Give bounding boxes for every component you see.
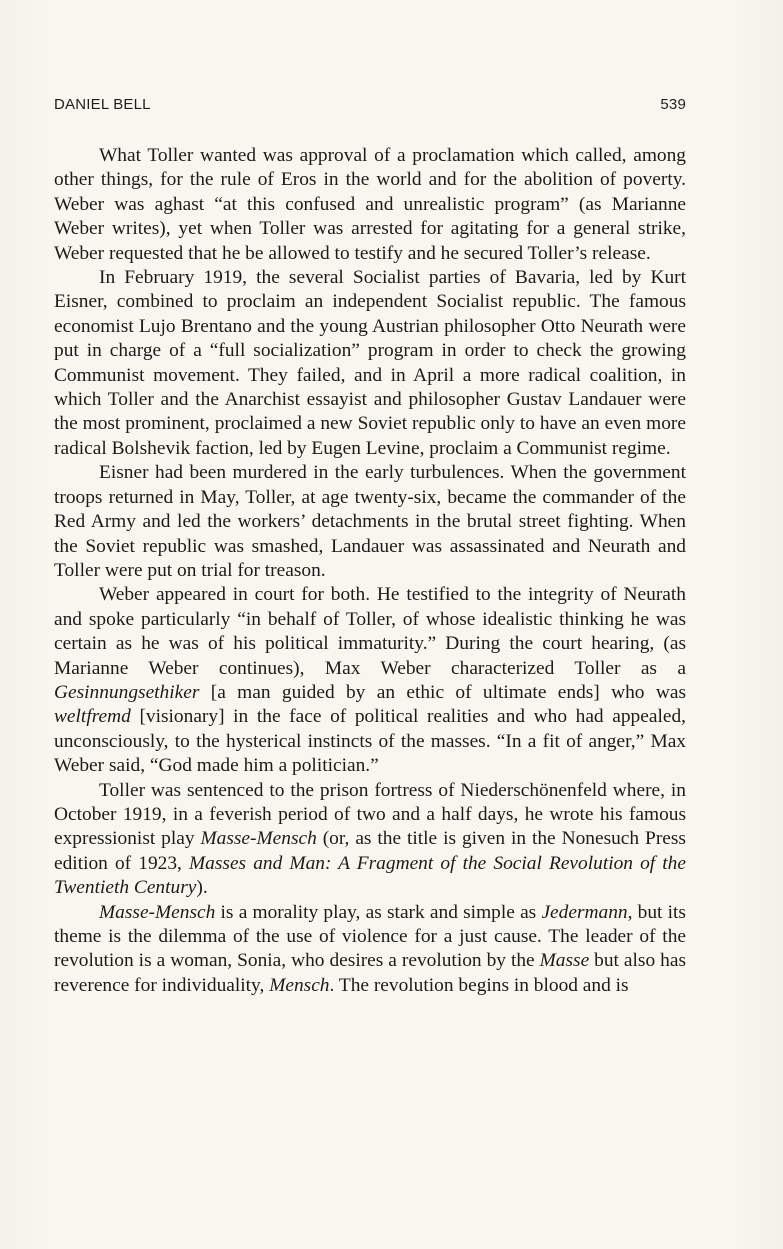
text-run: [visionary] in the face of political realities and who had appealed, unconsciously, to the hysterical instincts of the masses. “In a fit of anger,” Max Weber said, “God made him a politician.” (54, 706, 686, 777)
italic-text: Jedermann (541, 901, 628, 923)
text-run: Toller was sentenced to the prison fortress of Niederschönenfeld where, in October 1919, in a feverish period of two and a half days, he wrote his famous expressionist play (54, 779, 686, 850)
paragraph-4 (54, 583, 686, 778)
paragraph-1 (54, 144, 686, 266)
text-run: Eisner had been murdered in the early turbulences. When the government troops returned in May, Toller, at age twenty-six, became the commander of the Red Army and led the workers’ detachments in the brutal street fighting. When the Soviet republic was smashed, Landauer was assassinated and Neurath and Toller were put on trial for treason. (54, 462, 686, 581)
text-run: What Toller wanted was approval of a proclamation which called, among other things, for the rule of Eros in the world and for the abolition of poverty. Weber was aghast “at this confused and unrealistic program” (as Marianne Weber writes), yet when Toller was arrested for agitating for a general strike, Weber requested that he be allowed to testify and he secured Toller’s release. (54, 145, 686, 264)
page-number: 539 (660, 96, 686, 113)
italic-text: Mensch (269, 974, 330, 996)
text-run: ). (196, 877, 208, 899)
text-run: Weber appeared in court for both. He testified to the integrity of Neurath and spoke particularly “in behalf of Toller, of whose idealistic thinking he was certain as he was of his political immaturity.” During the court hearing, (as Marianne Weber continues), Max Weber characterized Toller as a (54, 584, 686, 679)
italic-text: Masse-Mensch (200, 828, 317, 850)
running-head (54, 96, 686, 118)
italic-text: Masse-Mensch (99, 901, 216, 923)
text-run: . The revolution begins in blood and is (329, 974, 629, 996)
paragraph-6 (54, 901, 686, 999)
paragraph-3 (54, 461, 686, 583)
text-run: [a man guided by an ethic of ultimate ends] who was (199, 681, 686, 703)
running-head-author: DANIEL BELL (54, 96, 151, 113)
body-text (54, 144, 686, 998)
text-run: but also has reverence for individuality, (54, 950, 686, 996)
paragraph-5 (54, 779, 686, 901)
italic-text: Gesinnungsethiker (54, 681, 200, 703)
text-run: In February 1919, the several Socialist parties of Bavaria, led by Kurt Eisner, combined to proclaim an independent Socialist republic. The famous economist Lujo Brentano and the young Austrian philosopher Otto Neurath were put in charge of a “full socialization” program in order to check the growing Communist movement. They failed, and in April a more radical coalition, in which Toller and the Anarchist essayist and philosopher Gustav Landauer were the most prominent, proclaimed a new Soviet republic only to have an even more radical Bolshevik faction, led by Eugen Levine, proclaim a Communist regime. (54, 267, 686, 459)
text-run: , but its theme is the dilemma of the use of violence for a just cause. The leader of the revolution is a woman, Sonia, who desires a revolution by the (54, 901, 686, 972)
italic-text: Masses and Man: A Fragment of the Social Revolution of the Twentieth Century (54, 852, 686, 899)
text-run: (or, as the title is given in the Nonesuch Press edition of 1923, (54, 828, 686, 874)
italic-text: weltfremd (54, 706, 131, 728)
italic-text: Masse (539, 950, 590, 972)
paragraph-2 (54, 266, 686, 461)
text-run: is a morality play, as stark and simple as (215, 901, 542, 923)
